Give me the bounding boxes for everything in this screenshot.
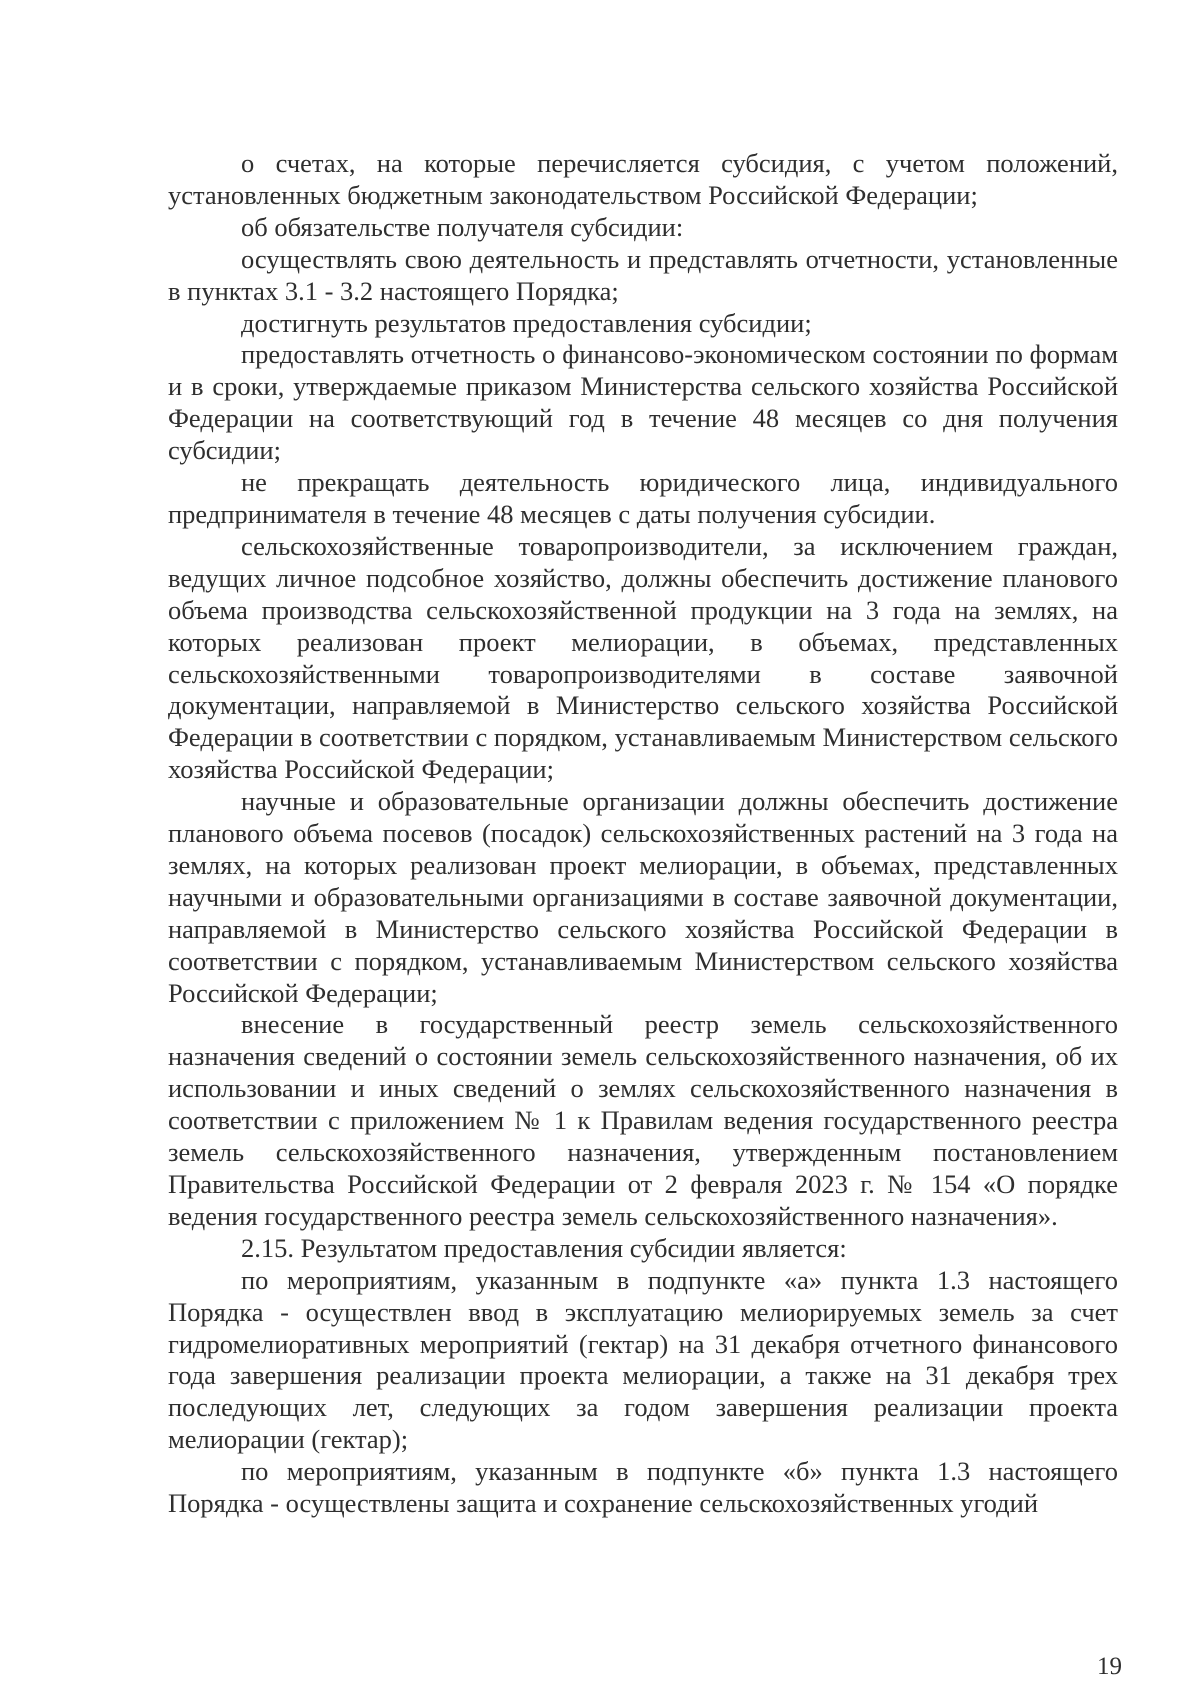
paragraph-achieve-results: достигнуть результатов предоставления субсидии; (241, 307, 812, 338)
document-body (168, 148, 1118, 1520)
page-number: 19 (1097, 1653, 1122, 1680)
paragraph-accounts: о счетах, на которые перечисляется субсидия, с учетом положений, установленных бюджетным законодательством Российской Федерации; (168, 148, 1118, 210)
paragraph-state-register: внесение в государственный реестр земель сельскохозяйственного назначения сведений о состоянии земель сельскохозяйственного назначения, об их использовании и иных сведений о землях сельскохозяйственного назначения в соответствии с приложением № 1 к Правилам ведения государственного реестра земель сельскохозяйственного назначения, утвержденным постановлением Правительства Российской Федерации от 2 февраля 2023 г. № 154 «О порядке ведения государственного реестра земель сельскохозяйственного назначения». (168, 1009, 1118, 1231)
paragraph-financial-reporting: предоставлять отчетность о финансово-экономическом состоянии по формам и в сроки, утверждаемые приказом Министерства сельского хозяйства Российской Федерации на соответствующий год в течение 48 месяцев со дня получения субсидии; (168, 339, 1118, 466)
paragraph-result-subitem-b: по мероприятиям, указанным в подпункте «б» пункта 1.3 настоящего Порядка - осуществлены защита и сохранение сельскохозяйственных угодий (168, 1456, 1118, 1519)
paragraph-result-subitem-a: по мероприятиям, указанным в подпункте «а» пункта 1.3 настоящего Порядка - осуществлен ввод в эксплуатацию мелиорируемых земель за счет гидромелиоративных мероприятий (гектар) на 31 декабря отчетного финансового года завершения реализации проекта мелиорации, а также на 31 декабря трех последующих лет, следующих за годом завершения реализации проекта мелиорации (гектар); (168, 1264, 1118, 1455)
paragraph-obligation-heading: об обязательстве получателя субсидии: (241, 211, 684, 242)
paragraph-no-termination: не прекращать деятельность юридического лица, индивидуального предпринимателя в течение 48 месяцев с даты получения субсидии. (168, 467, 1118, 529)
paragraph-section-2-15: 2.15. Результатом предоставления субсидии является: (241, 1232, 847, 1263)
paragraph-activity-reporting: осуществлять свою деятельность и представлять отчетности, установленные в пунктах 3.1 - 3.2 настоящего Порядка; (168, 243, 1118, 306)
paragraph-agricultural-producers: сельскохозяйственные товаропроизводители, за исключением граждан, ведущих личное подсобное хозяйство, должны обеспечить достижение планового объема производства сельскохозяйственной продукции на 3 года на землях, на которых реализован проект мелиорации, в объемах, представленных сельскохозяйственными товаропроизводителями в составе заявочной документации, направляемой в Министерство сельского хозяйства Российской Федерации в соответствии с порядком, устанавливаемым Министерством сельского хозяйства Российской Федерации; (168, 530, 1118, 785)
paragraph-scientific-organizations: научные и образовательные организации должны обеспечить достижение планового объема посевов (посадок) сельскохозяйственных растений на 3 года на землях, на которых реализован проект мелиорации, в объемах, представленных научными и образовательными организациями в составе заявочной документации, направляемой в Министерство сельского хозяйства Российской Федерации в соответствии с порядком, устанавливаемым Министерством сельского хозяйства Российской Федерации; (168, 786, 1118, 1008)
